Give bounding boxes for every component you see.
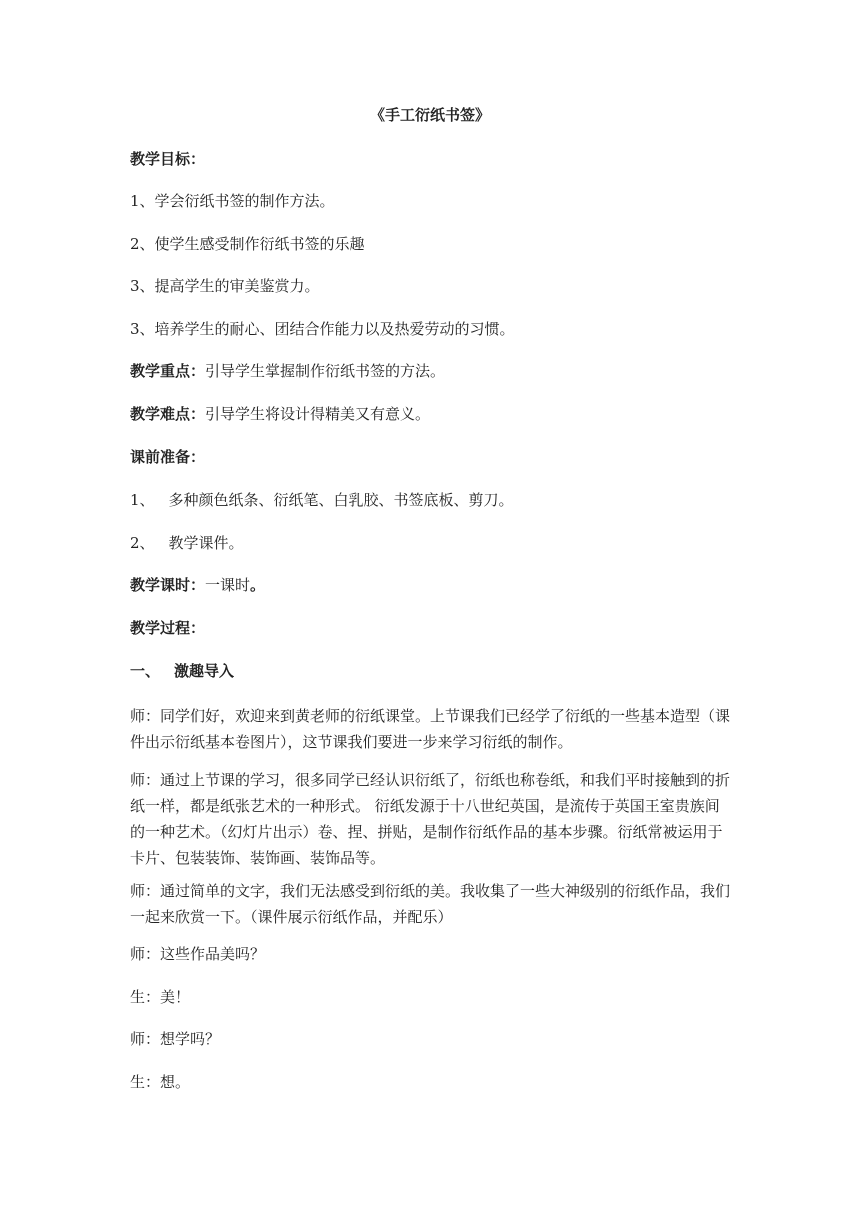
key-point-label: 教学重点：: [130, 362, 206, 380]
dialogue-line: 生：美！: [130, 988, 191, 1006]
class-hours-text: 一课时: [205, 576, 251, 594]
section-num: 一、: [130, 662, 161, 680]
objective-item: 3、培养学生的耐心、团结合作能力以及热爱劳动的习惯。: [130, 320, 515, 338]
objectives-heading: 教学目标：: [130, 150, 206, 168]
preparation-item-text: 多种颜色纸条、衍纸笔、白乳胶、书签底板、剪刀。: [168, 491, 514, 509]
paragraph: 师：同学们好，欢迎来到黄老师的衍纸课堂。上节课我们已经学了衍纸的一些基本造型（课件出示衍纸基本卷图片），这节课我们要进一步来学习衍纸的制作。: [130, 707, 731, 751]
section-title: 激趣导入: [174, 662, 235, 680]
paragraph: 师：通过上节课的学习，很多同学已经认识衍纸了，衍纸也称卷纸，和我们平时接触到的折纸一样，都是纸张艺术的一种形式。 衍纸发源于十八世纪英国，是流传于英国王室贵族间的一种艺术。（幻灯片出示）卷、捏、拼贴，是制作衍纸作品的基本步骤。衍纸常被运用于卡片、包装装饰、装饰画、装饰品等。: [130, 771, 731, 867]
key-point-text: 引导学生掌握制作衍纸书签的方法。: [205, 362, 446, 380]
objective-item: 2、使学生感受制作衍纸书签的乐趣: [130, 235, 365, 253]
preparation-item: [130, 486, 514, 514]
class-hours-label: 教学课时：: [130, 576, 206, 594]
class-hours: [130, 571, 265, 599]
difficulty: [130, 400, 430, 428]
preparation-item-num: 2、: [130, 534, 155, 552]
preparation-item-text: 教学课件。: [168, 534, 244, 552]
preparation-item: [130, 529, 244, 557]
process-heading: 教学过程：: [130, 619, 206, 637]
paragraph: 师：通过简单的文字，我们无法感受到衍纸的美。我收集了一些大神级别的衍纸作品，我们一起来欣赏一下。（课件展示衍纸作品，并配乐）: [130, 882, 731, 926]
difficulty-text: 引导学生将设计得精美又有意义。: [205, 405, 431, 423]
section-heading: [130, 657, 234, 685]
dialogue-line: 师：这些作品美吗？: [130, 945, 266, 963]
dialogue-line: 师：想学吗？: [130, 1030, 221, 1048]
preparation-heading: 课前准备：: [130, 448, 206, 466]
difficulty-label: 教学难点：: [130, 405, 206, 423]
dialogue-line: 生：想。: [130, 1073, 191, 1091]
document-title: 《手工衍纸书签》: [369, 106, 490, 124]
objective-item: 1、学会衍纸书签的制作方法。: [130, 192, 335, 210]
preparation-item-num: 1、: [130, 491, 155, 509]
objective-item: 3、提高学生的审美鉴赏力。: [130, 277, 320, 295]
class-hours-end: 。: [250, 576, 266, 594]
key-point: [130, 357, 445, 385]
